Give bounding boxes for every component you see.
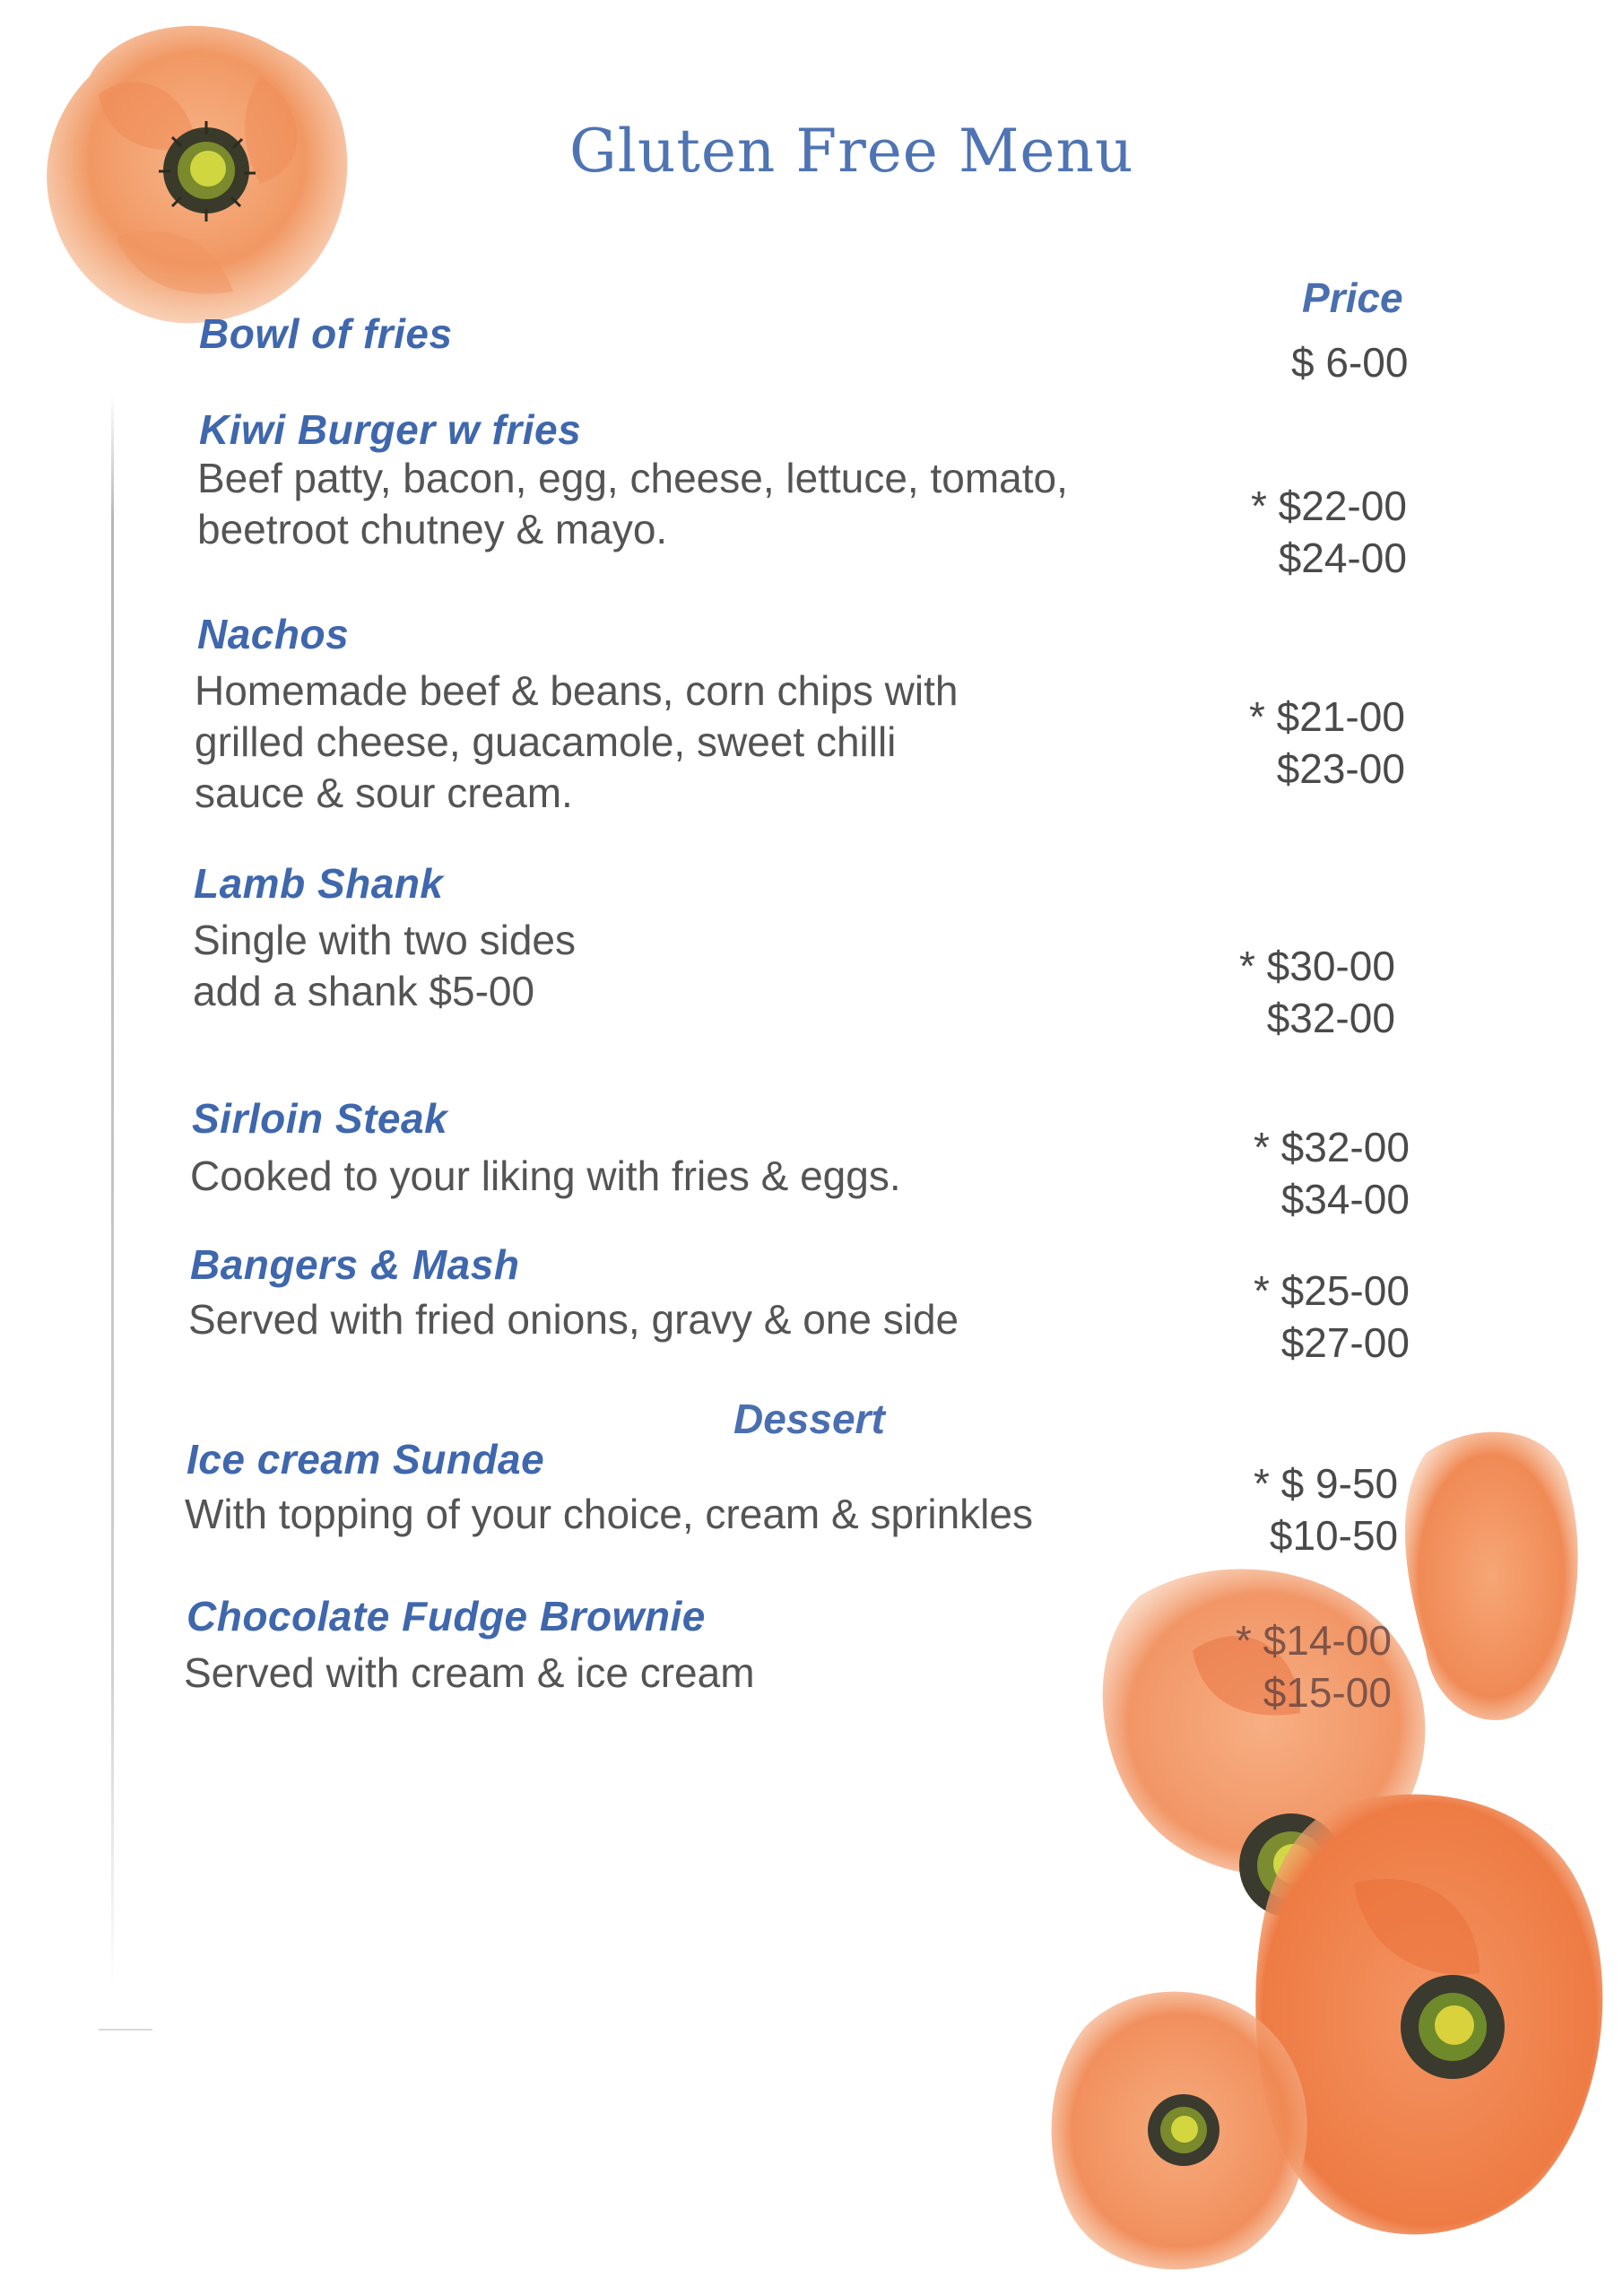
page-edge-line xyxy=(111,395,114,1991)
price-value: $10-50 xyxy=(1269,1512,1399,1559)
menu-item-description xyxy=(184,1648,755,1699)
description-line: Served with cream & ice cream xyxy=(184,1649,755,1696)
menu-item-description xyxy=(193,915,576,1017)
price-value: * $25-00 xyxy=(1254,1267,1410,1314)
menu-item-name: Bowl of fries xyxy=(199,310,453,357)
price-value: * $14-00 xyxy=(1236,1617,1392,1664)
price-value: $23-00 xyxy=(1276,745,1405,792)
menu-item-description xyxy=(197,453,1068,555)
menu-item-name: Chocolate Fudge Brownie xyxy=(187,1593,706,1639)
menu-item-description xyxy=(195,665,958,819)
price-value: * $ 9-50 xyxy=(1254,1460,1399,1507)
menu-item-name: Sirloin Steak xyxy=(192,1095,448,1142)
description-line: sauce & sour cream. xyxy=(195,770,573,816)
price-value: $34-00 xyxy=(1280,1176,1410,1222)
menu-item-price xyxy=(1236,1614,1392,1718)
menu-item-price xyxy=(1251,480,1407,584)
section-heading-dessert: Dessert xyxy=(733,1396,885,1442)
menu-item-price xyxy=(1254,1265,1410,1369)
menu-item-name: Kiwi Burger w fries xyxy=(199,406,582,453)
menu-item-price xyxy=(1249,691,1405,795)
price-value: $27-00 xyxy=(1280,1319,1410,1366)
menu-item-name: Bangers & Mash xyxy=(190,1241,520,1288)
description-line: Served with fried onions, gravy & one side xyxy=(188,1296,959,1343)
menu-item-price xyxy=(1254,1121,1410,1225)
menu-item-description xyxy=(190,1151,901,1202)
price-value: * $22-00 xyxy=(1251,483,1407,529)
menu-item-description xyxy=(188,1294,959,1345)
page-edge-line xyxy=(99,2029,152,2031)
price-value: * $30-00 xyxy=(1239,943,1395,989)
menu-item-price xyxy=(1254,1457,1398,1561)
poppy-flower-icon xyxy=(36,13,368,336)
menu-item-name: Nachos xyxy=(197,611,350,657)
description-line: Cooked to your liking with fries & eggs. xyxy=(190,1152,901,1199)
description-line: Beef patty, bacon, egg, cheese, lettuce, tomato, xyxy=(197,455,1068,501)
description-line: Homemade beef & beans, corn chips with xyxy=(195,667,959,714)
price-value: $ 6-00 xyxy=(1291,339,1409,386)
menu-item-name: Lamb Shank xyxy=(194,860,444,907)
price-value: * $32-00 xyxy=(1254,1124,1410,1170)
price-value: $32-00 xyxy=(1266,995,1395,1041)
menu-item-description xyxy=(185,1489,1033,1540)
price-value: $24-00 xyxy=(1278,535,1407,581)
description-line: Single with two sides xyxy=(193,917,576,963)
price-value: * $21-00 xyxy=(1249,693,1405,740)
menu-title: Gluten Free Menu xyxy=(569,117,1134,186)
menu-item-price xyxy=(1239,940,1395,1044)
description-line: add a shank $5-00 xyxy=(193,968,535,1014)
price-column-heading: Price xyxy=(1302,274,1403,321)
price-value: $15-00 xyxy=(1263,1669,1392,1716)
description-line: beetroot chutney & mayo. xyxy=(197,506,668,552)
description-line: grilled cheese, guacamole, sweet chilli xyxy=(195,718,897,765)
description-line: With topping of your choice, cream & sprinkles xyxy=(185,1491,1033,1537)
menu-item-name: Ice cream Sundae xyxy=(187,1436,545,1483)
menu-item-price xyxy=(1291,336,1408,388)
